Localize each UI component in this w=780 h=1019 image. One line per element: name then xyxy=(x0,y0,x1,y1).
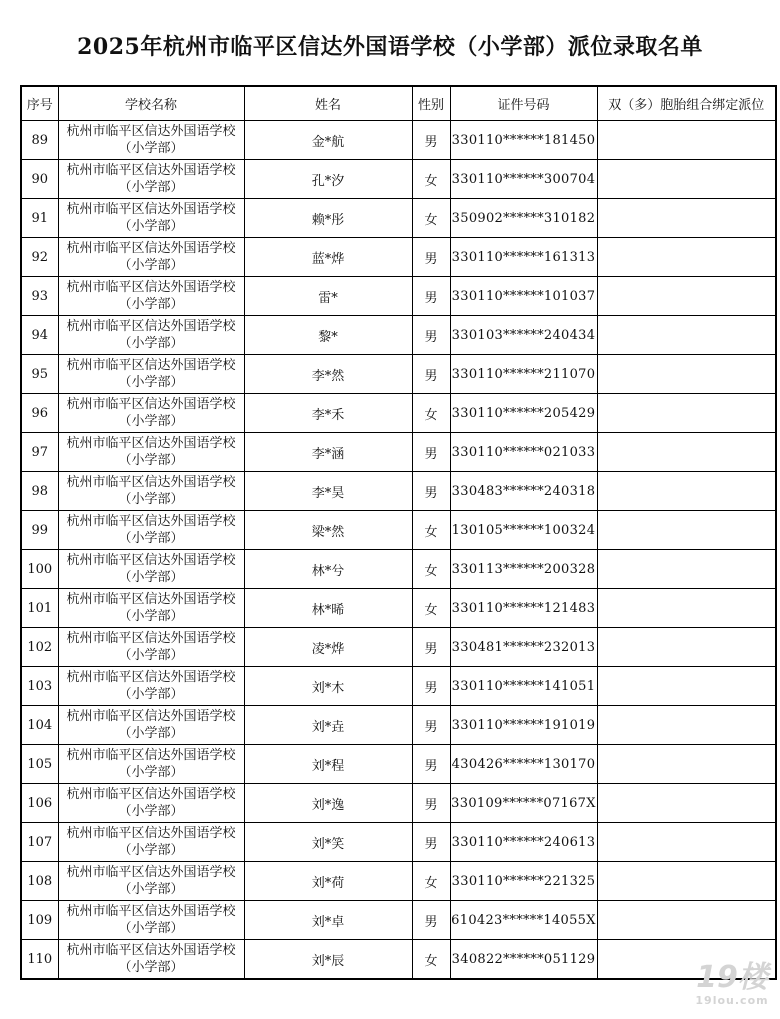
row-multi xyxy=(597,628,776,667)
row-gender: 男 xyxy=(412,316,450,355)
admission-table xyxy=(20,85,777,980)
row-multi xyxy=(597,511,776,550)
row-id: 330103******240434 xyxy=(450,316,597,355)
row-no: 103 xyxy=(21,667,58,706)
row-no: 107 xyxy=(21,823,58,862)
row-multi xyxy=(597,160,776,199)
row-school: 杭州市临平区信达外国语学校（小学部） xyxy=(58,784,244,823)
row-id: 330110******240613 xyxy=(450,823,597,862)
row-id: 330110******161313 xyxy=(450,238,597,277)
row-id: 340822******051129 xyxy=(450,940,597,980)
row-id: 350902******310182 xyxy=(450,199,597,238)
row-multi xyxy=(597,667,776,706)
site-watermark xyxy=(692,961,772,1009)
row-school: 杭州市临平区信达外国语学校（小学部） xyxy=(58,433,244,472)
row-gender: 女 xyxy=(412,862,450,901)
row-no: 106 xyxy=(21,784,58,823)
row-name: 黎* xyxy=(244,316,412,355)
row-school: 杭州市临平区信达外国语学校（小学部） xyxy=(58,706,244,745)
header-school: 学校名称 xyxy=(58,86,244,121)
row-no: 98 xyxy=(21,472,58,511)
row-no: 90 xyxy=(21,160,58,199)
row-multi xyxy=(597,394,776,433)
row-no: 104 xyxy=(21,706,58,745)
row-id: 330110******205429 xyxy=(450,394,597,433)
row-multi xyxy=(597,745,776,784)
row-id: 330113******200328 xyxy=(450,550,597,589)
row-gender: 男 xyxy=(412,901,450,940)
table-row xyxy=(21,238,776,277)
row-id: 330481******232013 xyxy=(450,628,597,667)
row-name: 凌*烨 xyxy=(244,628,412,667)
table-row xyxy=(21,706,776,745)
row-no: 95 xyxy=(21,355,58,394)
row-multi xyxy=(597,862,776,901)
row-name: 林*兮 xyxy=(244,550,412,589)
row-name: 李*涵 xyxy=(244,433,412,472)
table-row xyxy=(21,316,776,355)
row-name: 刘*程 xyxy=(244,745,412,784)
row-id: 130105******100324 xyxy=(450,511,597,550)
row-school: 杭州市临平区信达外国语学校（小学部） xyxy=(58,667,244,706)
row-multi xyxy=(597,433,776,472)
row-name: 赖*彤 xyxy=(244,199,412,238)
row-gender: 女 xyxy=(412,511,450,550)
row-no: 102 xyxy=(21,628,58,667)
row-no: 93 xyxy=(21,277,58,316)
table-row xyxy=(21,745,776,784)
row-no: 94 xyxy=(21,316,58,355)
row-multi xyxy=(597,316,776,355)
table-row xyxy=(21,940,776,980)
row-multi xyxy=(597,823,776,862)
row-gender: 男 xyxy=(412,277,450,316)
row-id: 330110******101037 xyxy=(450,277,597,316)
row-school: 杭州市临平区信达外国语学校（小学部） xyxy=(58,511,244,550)
row-name: 刘*荷 xyxy=(244,862,412,901)
row-multi xyxy=(597,277,776,316)
table-row xyxy=(21,823,776,862)
row-id: 330110******191019 xyxy=(450,706,597,745)
row-name: 蓝*烨 xyxy=(244,238,412,277)
row-multi xyxy=(597,901,776,940)
row-name: 李*然 xyxy=(244,355,412,394)
row-name: 雷* xyxy=(244,277,412,316)
row-gender: 男 xyxy=(412,472,450,511)
row-multi xyxy=(597,589,776,628)
row-gender: 男 xyxy=(412,433,450,472)
row-id: 330110******300704 xyxy=(450,160,597,199)
watermark-logo: 19楼 xyxy=(696,960,768,995)
watermark-domain: 19lou.com xyxy=(695,994,769,1007)
row-id: 430426******130170 xyxy=(450,745,597,784)
row-id: 330110******221325 xyxy=(450,862,597,901)
row-school: 杭州市临平区信达外国语学校（小学部） xyxy=(58,862,244,901)
row-gender: 女 xyxy=(412,394,450,433)
row-multi xyxy=(597,550,776,589)
table-row xyxy=(21,784,776,823)
table-row xyxy=(21,472,776,511)
row-name: 刘*垚 xyxy=(244,706,412,745)
row-id: 330483******240318 xyxy=(450,472,597,511)
row-gender: 男 xyxy=(412,784,450,823)
row-multi xyxy=(597,355,776,394)
row-school: 杭州市临平区信达外国语学校（小学部） xyxy=(58,199,244,238)
row-school: 杭州市临平区信达外国语学校（小学部） xyxy=(58,940,244,980)
row-gender: 女 xyxy=(412,940,450,980)
table-row xyxy=(21,628,776,667)
table-row xyxy=(21,355,776,394)
table-header-row xyxy=(21,86,776,121)
row-no: 97 xyxy=(21,433,58,472)
row-gender: 女 xyxy=(412,550,450,589)
row-multi xyxy=(597,238,776,277)
row-school: 杭州市临平区信达外国语学校（小学部） xyxy=(58,355,244,394)
table-body xyxy=(21,121,776,980)
row-gender: 男 xyxy=(412,355,450,394)
row-no: 108 xyxy=(21,862,58,901)
row-gender: 男 xyxy=(412,628,450,667)
row-name: 刘*逸 xyxy=(244,784,412,823)
page-title: 2025年杭州市临平区信达外国语学校（小学部）派位录取名单 xyxy=(77,34,703,60)
row-multi xyxy=(597,784,776,823)
row-no: 105 xyxy=(21,745,58,784)
row-gender: 女 xyxy=(412,589,450,628)
header-id: 证件号码 xyxy=(450,86,597,121)
table-row xyxy=(21,589,776,628)
row-school: 杭州市临平区信达外国语学校（小学部） xyxy=(58,745,244,784)
row-id: 330110******021033 xyxy=(450,433,597,472)
table-row xyxy=(21,901,776,940)
row-gender: 男 xyxy=(412,121,450,160)
row-school: 杭州市临平区信达外国语学校（小学部） xyxy=(58,238,244,277)
header-name: 姓名 xyxy=(244,86,412,121)
row-no: 99 xyxy=(21,511,58,550)
row-id: 330110******211070 xyxy=(450,355,597,394)
table-row xyxy=(21,667,776,706)
row-id: 330110******181450 xyxy=(450,121,597,160)
row-no: 89 xyxy=(21,121,58,160)
row-name: 孔*汐 xyxy=(244,160,412,199)
row-id: 330110******121483 xyxy=(450,589,597,628)
row-id: 610423******14055X xyxy=(450,901,597,940)
row-gender: 男 xyxy=(412,706,450,745)
row-school: 杭州市临平区信达外国语学校（小学部） xyxy=(58,550,244,589)
table-row xyxy=(21,433,776,472)
table-row xyxy=(21,121,776,160)
row-school: 杭州市临平区信达外国语学校（小学部） xyxy=(58,277,244,316)
row-school: 杭州市临平区信达外国语学校（小学部） xyxy=(58,121,244,160)
table-row xyxy=(21,199,776,238)
row-school: 杭州市临平区信达外国语学校（小学部） xyxy=(58,823,244,862)
row-gender: 男 xyxy=(412,745,450,784)
row-gender: 女 xyxy=(412,160,450,199)
header-gender: 性别 xyxy=(412,86,450,121)
row-name: 刘*笑 xyxy=(244,823,412,862)
row-no: 101 xyxy=(21,589,58,628)
row-multi xyxy=(597,706,776,745)
row-name: 李*禾 xyxy=(244,394,412,433)
row-school: 杭州市临平区信达外国语学校（小学部） xyxy=(58,628,244,667)
row-gender: 男 xyxy=(412,667,450,706)
header-no: 序号 xyxy=(21,86,58,121)
row-multi xyxy=(597,472,776,511)
row-no: 91 xyxy=(21,199,58,238)
table-row xyxy=(21,277,776,316)
row-id: 330110******141051 xyxy=(450,667,597,706)
table-row xyxy=(21,160,776,199)
row-name: 金*航 xyxy=(244,121,412,160)
row-school: 杭州市临平区信达外国语学校（小学部） xyxy=(58,394,244,433)
row-no: 110 xyxy=(21,940,58,980)
table-row xyxy=(21,862,776,901)
row-name: 刘*辰 xyxy=(244,940,412,980)
row-school: 杭州市临平区信达外国语学校（小学部） xyxy=(58,589,244,628)
row-name: 梁*然 xyxy=(244,511,412,550)
row-no: 96 xyxy=(21,394,58,433)
row-multi xyxy=(597,121,776,160)
row-multi xyxy=(597,199,776,238)
row-gender: 男 xyxy=(412,823,450,862)
row-school: 杭州市临平区信达外国语学校（小学部） xyxy=(58,316,244,355)
row-gender: 女 xyxy=(412,199,450,238)
row-name: 刘*木 xyxy=(244,667,412,706)
row-id: 330109******07167X xyxy=(450,784,597,823)
row-name: 刘*卓 xyxy=(244,901,412,940)
row-no: 100 xyxy=(21,550,58,589)
row-school: 杭州市临平区信达外国语学校（小学部） xyxy=(58,901,244,940)
row-school: 杭州市临平区信达外国语学校（小学部） xyxy=(58,160,244,199)
row-name: 林*晞 xyxy=(244,589,412,628)
row-school: 杭州市临平区信达外国语学校（小学部） xyxy=(58,472,244,511)
table-row xyxy=(21,394,776,433)
row-no: 92 xyxy=(21,238,58,277)
table-row xyxy=(21,511,776,550)
row-no: 109 xyxy=(21,901,58,940)
table-row xyxy=(21,550,776,589)
row-name: 李*昊 xyxy=(244,472,412,511)
row-gender: 男 xyxy=(412,238,450,277)
header-multi: 双（多）胞胎组合绑定派位 xyxy=(597,86,776,121)
